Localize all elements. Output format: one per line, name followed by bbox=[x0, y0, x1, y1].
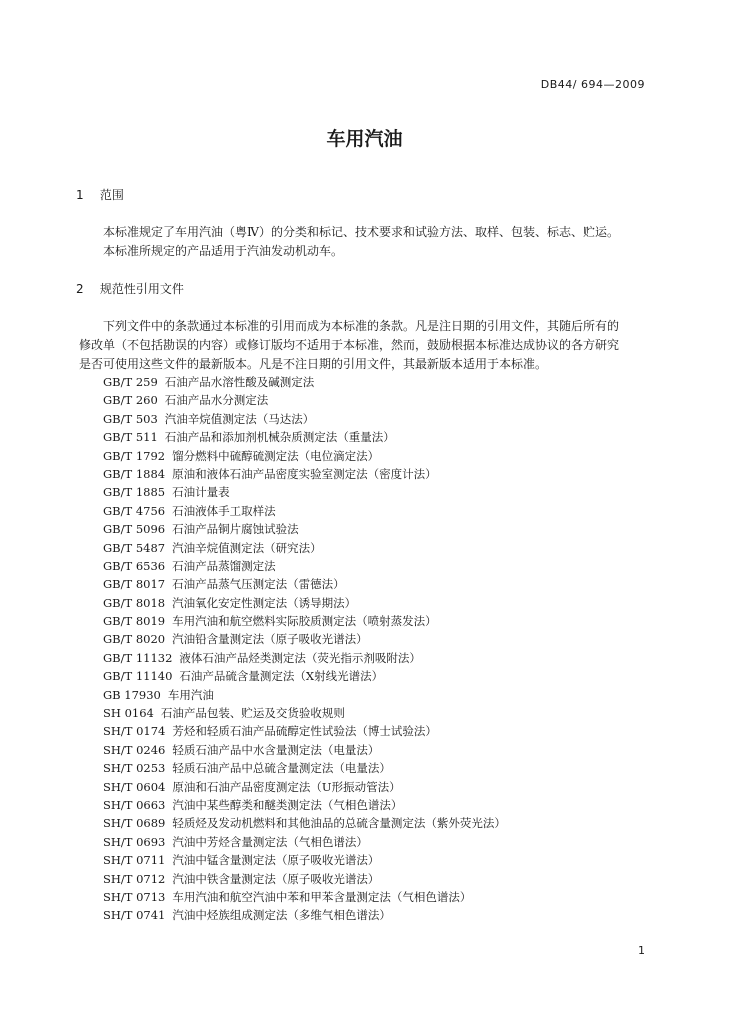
reference-code: SH/T 0663 bbox=[103, 797, 166, 812]
reference-item bbox=[103, 704, 506, 722]
reference-code: SH/T 0246 bbox=[103, 742, 166, 757]
reference-item bbox=[103, 906, 506, 924]
reference-title: 汽油辛烷值测定法（马达法） bbox=[164, 411, 315, 426]
reference-item bbox=[103, 814, 506, 832]
reference-item bbox=[103, 483, 506, 501]
reference-code: SH/T 0174 bbox=[103, 724, 166, 739]
reference-title: 石油产品和添加剂机械杂质测定法（重量法） bbox=[164, 430, 395, 445]
reference-item bbox=[103, 888, 506, 906]
reference-title: 汽油中烃族组成测定法（多维气相色谱法） bbox=[172, 908, 391, 923]
reference-code: GB/T 1792 bbox=[103, 448, 166, 463]
reference-item bbox=[103, 373, 506, 391]
reference-item bbox=[103, 410, 506, 428]
reference-item bbox=[103, 465, 506, 483]
section-1-title: 范围 bbox=[99, 188, 124, 202]
reference-code: SH 0164 bbox=[103, 706, 154, 721]
reference-code: SH/T 0712 bbox=[103, 871, 166, 886]
reference-item bbox=[103, 428, 506, 446]
standard-code: DB44/ 694—2009 bbox=[540, 78, 645, 91]
section-1-number: 1 bbox=[76, 188, 84, 202]
reference-item bbox=[103, 557, 506, 575]
reference-title: 原油和液体石油产品密度实验室测定法（密度计法） bbox=[172, 466, 437, 481]
reference-item bbox=[103, 851, 506, 869]
reference-code: GB/T 8017 bbox=[103, 577, 166, 592]
reference-code: SH/T 0741 bbox=[103, 908, 166, 923]
reference-item bbox=[103, 447, 506, 465]
reference-title: 石油产品铜片腐蚀试验法 bbox=[172, 522, 299, 537]
reference-title: 轻质石油产品中水含量测定法（电量法） bbox=[172, 742, 380, 757]
reference-code: GB/T 4756 bbox=[103, 503, 166, 518]
reference-title: 轻质石油产品中总硫含量测定法（电量法） bbox=[172, 761, 391, 776]
reference-code: SH/T 0693 bbox=[103, 834, 166, 849]
reference-title: 石油产品水分测定法 bbox=[164, 393, 269, 408]
reference-title: 石油液体手工取样法 bbox=[172, 503, 276, 518]
reference-title: 汽油中锰含量测定法（原子吸收光谱法） bbox=[172, 853, 380, 868]
reference-item bbox=[103, 539, 506, 557]
reference-title: 汽油氧化安定性测定法（诱导期法） bbox=[172, 595, 357, 610]
reference-item bbox=[103, 778, 506, 796]
section-2-heading bbox=[76, 280, 184, 297]
reference-code: GB/T 8019 bbox=[103, 614, 166, 629]
reference-title: 石油产品蒸馏测定法 bbox=[172, 558, 276, 573]
reference-item bbox=[103, 667, 506, 685]
section-2-number: 2 bbox=[76, 282, 84, 296]
reference-title: 液体石油产品烃类测定法（荧光指示剂吸附法） bbox=[179, 650, 421, 665]
reference-title: 石油产品包装、贮运及交货验收规则 bbox=[160, 706, 345, 721]
reference-item bbox=[103, 796, 506, 814]
paragraph-line: 本标准所规定的产品适用于汽油发动机动车。 bbox=[103, 244, 344, 258]
reference-item bbox=[103, 612, 506, 630]
reference-item bbox=[103, 870, 506, 888]
reference-code: GB/T 1885 bbox=[103, 485, 166, 500]
reference-title: 汽油中某些醇类和醚类测定法（气相色谱法） bbox=[172, 797, 403, 812]
section-1-heading bbox=[76, 186, 124, 203]
page-number: 1 bbox=[638, 944, 645, 957]
reference-title: 石油计量表 bbox=[172, 485, 230, 500]
reference-item bbox=[103, 722, 506, 740]
section-2-paragraph bbox=[79, 317, 647, 374]
reference-item bbox=[103, 575, 506, 593]
reference-code: SH/T 0711 bbox=[103, 853, 166, 868]
reference-title: 汽油铅含量测定法（原子吸收光谱法） bbox=[172, 632, 368, 647]
reference-item bbox=[103, 520, 506, 538]
document-title: 车用汽油 bbox=[326, 128, 403, 150]
reference-code: GB/T 8018 bbox=[103, 595, 166, 610]
section-2-title: 规范性引用文件 bbox=[99, 282, 184, 296]
reference-item bbox=[103, 391, 506, 409]
reference-code: GB/T 503 bbox=[103, 411, 158, 426]
reference-code: GB/T 5487 bbox=[103, 540, 166, 555]
reference-title: 汽油中芳烃含量测定法（气相色谱法） bbox=[172, 834, 368, 849]
reference-title: 轻质烃及发动机燃料和其他油品的总硫含量测定法（紫外荧光法） bbox=[172, 816, 506, 831]
reference-code: GB/T 11132 bbox=[103, 650, 173, 665]
reference-title: 石油产品蒸气压测定法（雷德法） bbox=[172, 577, 345, 592]
paragraph-line: 下列文件中的条款通过本标准的引用而成为本标准的条款。凡是注日期的引用文件，其随后所有的 bbox=[103, 319, 620, 333]
reference-item bbox=[103, 502, 506, 520]
reference-item bbox=[103, 741, 506, 759]
reference-item bbox=[103, 649, 506, 667]
reference-code: GB/T 6536 bbox=[103, 558, 166, 573]
reference-code: GB/T 1884 bbox=[103, 466, 166, 481]
reference-title: 石油产品水溶性酸及碱测定法 bbox=[164, 375, 315, 389]
reference-code: GB/T 5096 bbox=[103, 522, 166, 537]
reference-list bbox=[103, 373, 506, 925]
reference-code: GB/T 260 bbox=[103, 393, 158, 408]
reference-code: GB/T 11140 bbox=[103, 669, 173, 684]
paragraph-line: 本标准规定了车用汽油（粤Ⅳ）的分类和标记、技术要求和试验方法、取样、包装、标志、贮运。 bbox=[103, 225, 619, 239]
reference-item bbox=[103, 759, 506, 777]
reference-title: 芳烃和轻质石油产品硫醇定性试验法（博士试验法） bbox=[172, 724, 437, 739]
reference-item bbox=[103, 833, 506, 851]
reference-title: 汽油辛烷值测定法（研究法） bbox=[172, 540, 322, 555]
reference-item bbox=[103, 630, 506, 648]
reference-title: 石油产品硫含量测定法（X射线光谱法） bbox=[179, 669, 384, 684]
reference-code: SH/T 0253 bbox=[103, 761, 166, 776]
reference-code: GB 17930 bbox=[103, 687, 161, 702]
reference-title: 汽油中铁含量测定法（原子吸收光谱法） bbox=[172, 871, 380, 886]
reference-code: SH/T 0713 bbox=[103, 889, 166, 904]
reference-item bbox=[103, 594, 506, 612]
paragraph-line: 是否可使用这些文件的最新版本。凡是不注日期的引用文件，其最新版本适用于本标准。 bbox=[79, 357, 548, 371]
reference-title: 车用汽油和航空燃料实际胶质测定法（喷射蒸发法） bbox=[172, 614, 437, 629]
reference-code: SH/T 0689 bbox=[103, 816, 166, 831]
reference-title: 原油和石油产品密度测定法（U形振动管法） bbox=[172, 779, 401, 794]
reference-title: 馏分燃料中硫醇硫测定法（电位滴定法） bbox=[172, 448, 380, 463]
reference-item bbox=[103, 686, 506, 704]
reference-code: GB/T 259 bbox=[103, 375, 158, 389]
paragraph-line: 修改单（不包括勘误的内容）或修订版均不适用于本标准，然而，鼓励根据本标准达成协议的各方研究 bbox=[79, 338, 620, 352]
reference-title: 车用汽油 bbox=[167, 687, 214, 702]
reference-title: 车用汽油和航空汽油中苯和甲苯含量测定法（气相色谱法） bbox=[172, 889, 472, 904]
reference-code: GB/T 511 bbox=[103, 430, 158, 445]
reference-code: SH/T 0604 bbox=[103, 779, 166, 794]
section-1-paragraph bbox=[79, 223, 647, 261]
reference-code: GB/T 8020 bbox=[103, 632, 166, 647]
